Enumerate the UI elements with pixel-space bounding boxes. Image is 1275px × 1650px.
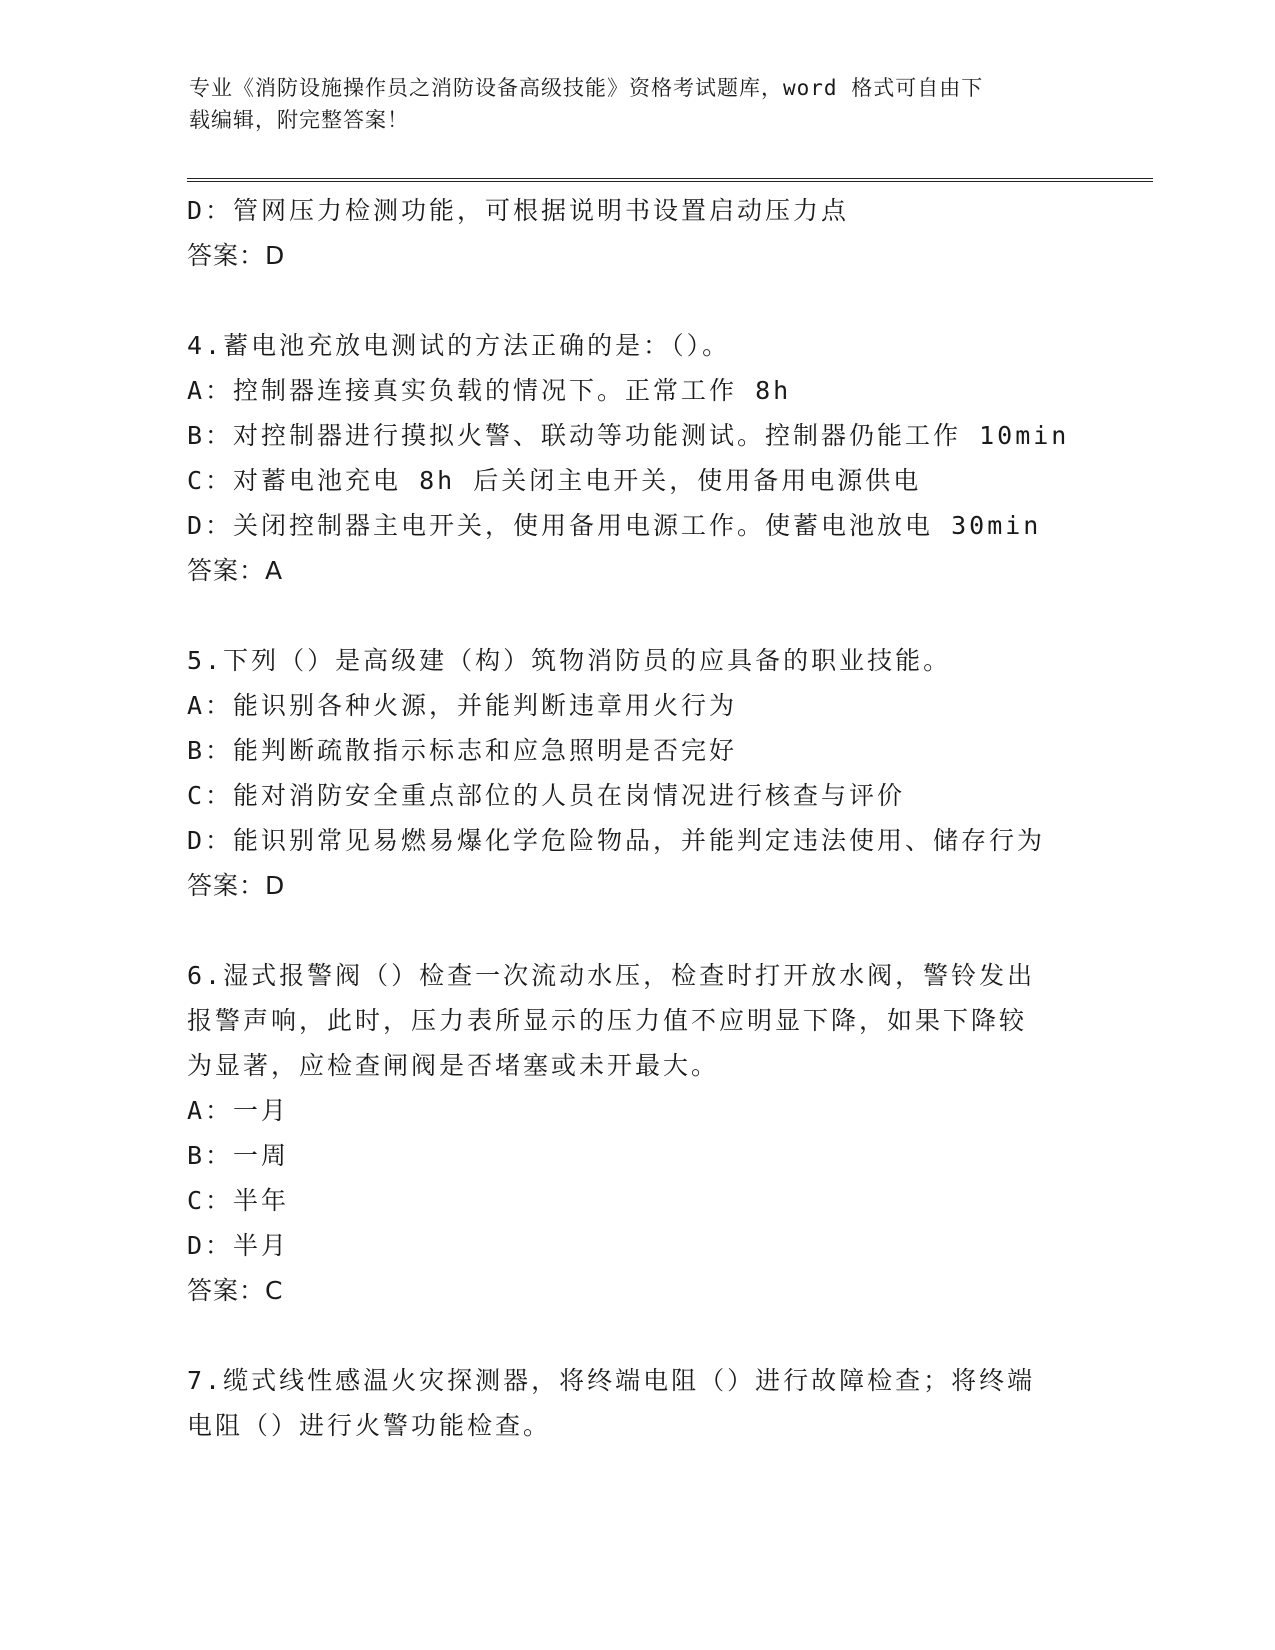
header-line-1: 专业《消防设施操作员之消防设备高级技能》资格考试题库，word 格式可自由下 [189,76,984,100]
spacer [187,1313,1087,1358]
question-list [187,188,1087,1448]
question-stem-line-2: 报警声响，此时，压力表所显示的压力值不应明显下降，如果下降较 [187,1006,1028,1035]
question-stem: 4.蓄电池充放电测试的方法正确的是：（）。 [187,331,731,360]
answer: 答案：D [187,871,286,900]
option-b: B：一周 [187,1141,290,1170]
question-stem-line-3: 为显著，应检查闸阀是否堵塞或未开最大。 [187,1051,720,1080]
option-d: D：管网压力检测功能，可根据说明书设置启动压力点 [187,196,850,225]
question-stem: 5.下列（）是高级建（构）筑物消防员的应具备的职业技能。 [187,646,952,675]
question-7 [187,1358,1087,1448]
header-divider [187,178,1153,182]
header-line-2: 载编辑，附完整答案！ [189,108,409,132]
document-header [189,72,1069,136]
option-b: B：能判断疏散指示标志和应急照明是否完好 [187,736,738,765]
option-d: D：关闭控制器主电开关，使用备用电源工作。使蓄电池放电 30min [187,511,1042,540]
option-c: C：对蓄电池充电 8h 后关闭主电开关，使用备用电源供电 [187,466,922,495]
spacer [187,278,1087,323]
option-d: D：能识别常见易燃易爆化学危险物品，并能判定违法使用、储存行为 [187,826,1046,855]
question-3 [187,188,1087,278]
answer: 答案：A [187,556,284,585]
answer: 答案：C [187,1276,284,1305]
option-d: D：半月 [187,1231,290,1260]
question-stem-line-1: 6.湿式报警阀（）检查一次流动水压，检查时打开放水阀，警铃发出 [187,961,1036,990]
spacer [187,593,1087,638]
question-4 [187,323,1087,593]
spacer [187,908,1087,953]
option-c: C：半年 [187,1186,290,1215]
option-a: A：能识别各种火源，并能判断违章用火行为 [187,691,738,720]
question-stem-line-1: 7.缆式线性感温火灾探测器，将终端电阻（）进行故障检查；将终端 [187,1366,1036,1395]
option-a: A：一月 [187,1096,290,1125]
question-5 [187,638,1087,908]
answer: 答案：D [187,241,286,270]
question-6 [187,953,1087,1313]
option-c: C：能对消防安全重点部位的人员在岗情况进行核查与评价 [187,781,906,810]
option-b: B：对控制器进行摸拟火警、联动等功能测试。控制器仍能工作 10min [187,421,1070,450]
option-a: A：控制器连接真实负载的情况下。正常工作 8h [187,376,792,405]
question-stem-line-2: 电阻（）进行火警功能检查。 [187,1411,552,1440]
